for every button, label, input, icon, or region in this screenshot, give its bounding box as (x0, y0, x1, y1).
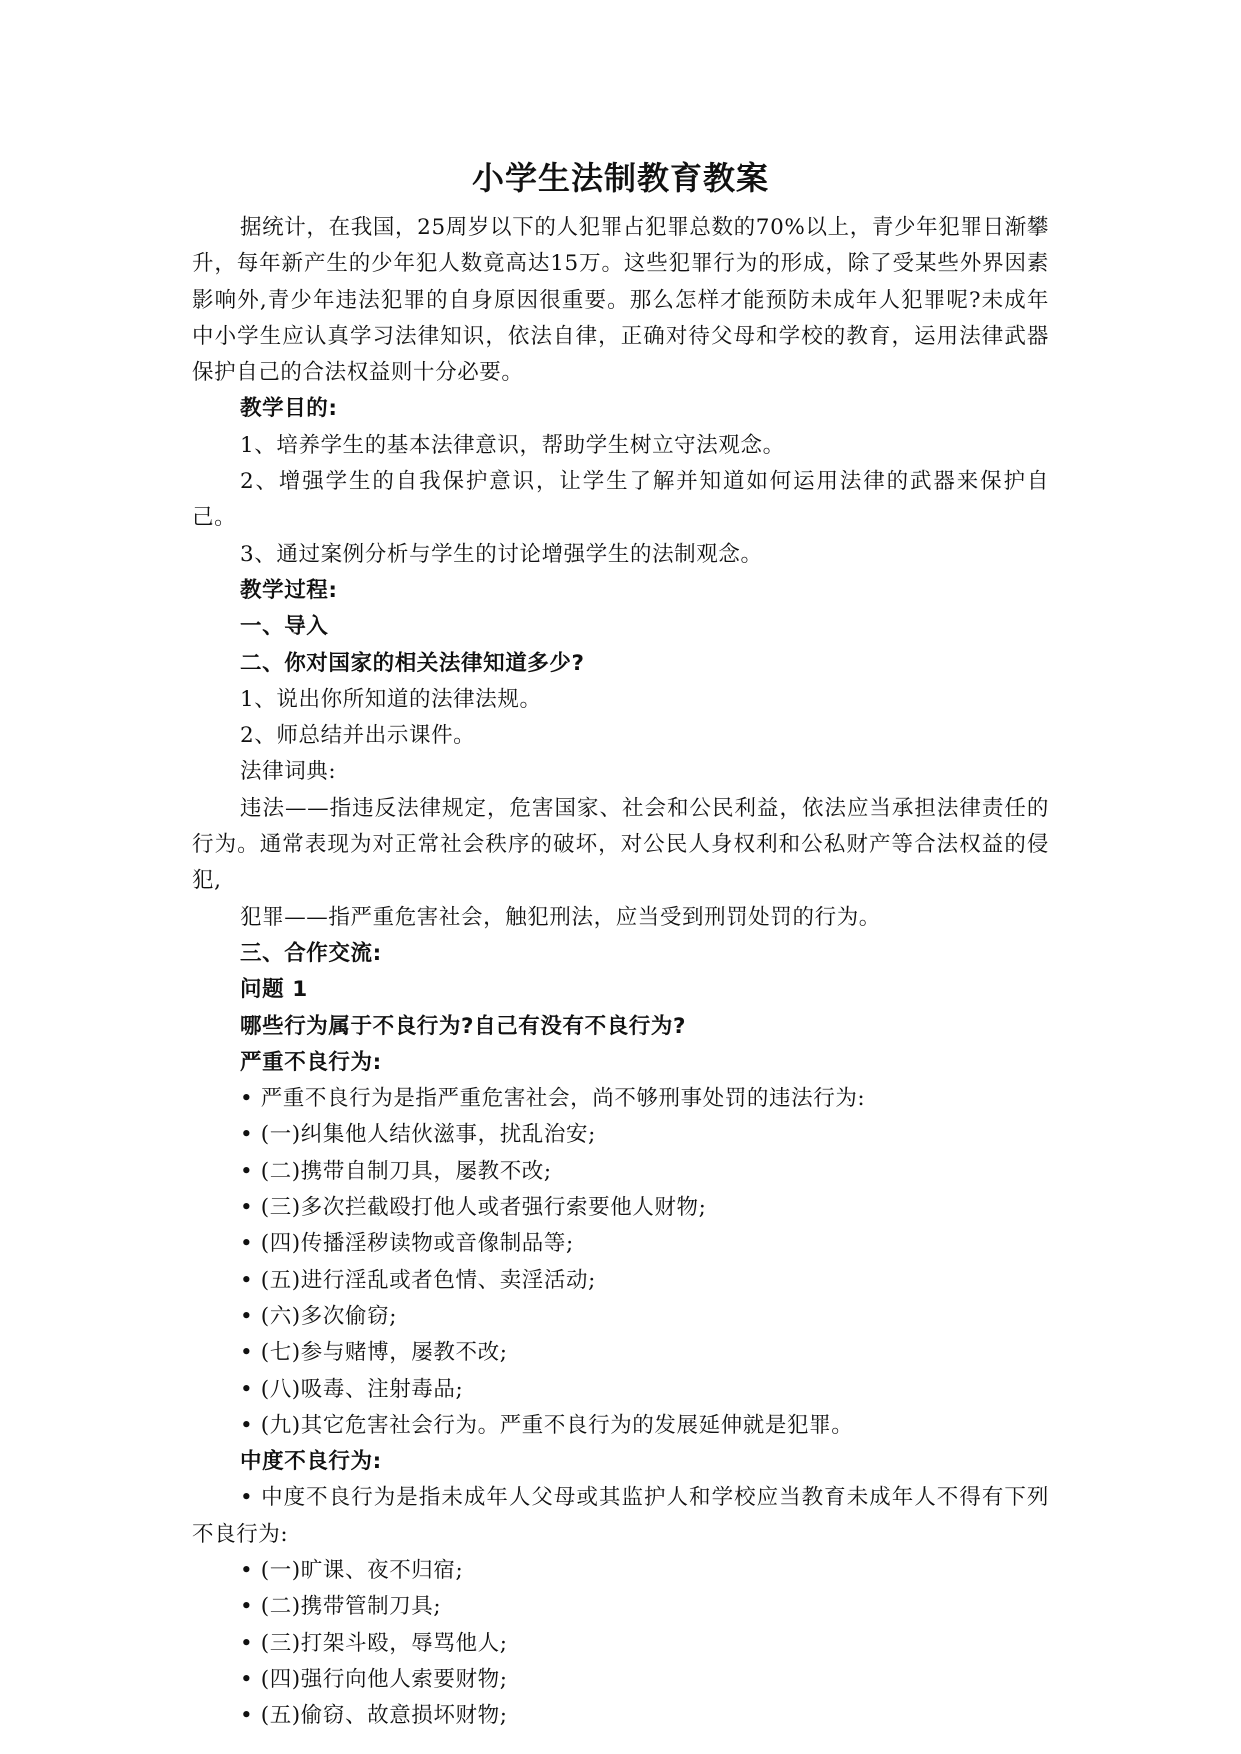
serious-item: • (九)其它危害社会行为。严重不良行为的发展延伸就是犯罪。 (240, 1412, 854, 1438)
definition-crime: 犯罪——指严重危害社会，触犯刑法，应当受到刑罚处罚的行为。 (240, 904, 881, 930)
moderate-item: • (二)携带管制刀具; (240, 1594, 442, 1620)
objective-item-2: 2、增强学生的自我保护意识，让学生了解并知道如何运用法律的武器来保护自己。 (192, 469, 1049, 531)
serious-item: • (四)传播淫秽读物或音像制品等; (240, 1231, 574, 1257)
moderate-item: • (三)打架斗殴，辱骂他人; (240, 1630, 508, 1656)
question-label: 问题 1 (240, 977, 308, 1003)
serious-intro: • 严重不良行为是指严重危害社会，尚不够刑事处罚的违法行为: (240, 1086, 866, 1112)
serious-item: • (一)纠集他人结伙滋事，扰乱治安; (240, 1122, 596, 1148)
section-2-item-2: 2、师总结并出示课件。 (240, 723, 476, 749)
moderate-item: • (四)强行向他人索要财物; (240, 1666, 508, 1692)
intro-paragraph: 据统计，在我国，25周岁以下的人犯罪占犯罪总数的70%以上，青少年犯罪日渐攀升，每年新产生的少年犯人数竟高达15万。这些犯罪行为的形成，除了受某些外界因素影响外,青少年违法犯罪的自身原因很重要。那么怎样才能预防未成年人犯罪呢?未成年中小学生应认真学习法律知识，依法自律，正确对待父母和学校的教育，运用法律武器保护自己的合法权益则十分必要。 (192, 215, 1049, 386)
moderate-item: • (一)旷课、夜不归宿; (240, 1557, 464, 1583)
serious-item: • (七)参与赌博，屡教不改; (240, 1340, 508, 1366)
section-2-heading: 二、你对国家的相关法律知道多少? (240, 650, 585, 676)
definition-illegal: 违法——指违反法律规定，危害国家、社会和公民利益，依法应当承担法律责任的行为。通常表现为对正常社会秩序的破坏，对公民人身权利和公私财产等合法权益的侵犯, (192, 795, 1049, 894)
section-1-heading: 一、导入 (240, 614, 329, 640)
serious-heading: 严重不良行为: (240, 1049, 382, 1075)
objective-item-1: 1、培养学生的基本法律意识，帮助学生树立守法观念。 (240, 432, 785, 458)
objective-item-3: 3、通过案例分析与学生的讨论增强学生的法制观念。 (240, 541, 763, 567)
process-heading: 教学过程: (240, 577, 338, 603)
serious-item: • (八)吸毒、注射毒品; (240, 1376, 464, 1402)
document-body (192, 210, 1049, 1734)
page-title: 小学生法制教育教案 (471, 159, 769, 197)
serious-item: • (六)多次偷窃; (240, 1303, 398, 1329)
serious-item: • (五)进行淫乱或者色情、卖淫活动; (240, 1267, 596, 1293)
moderate-heading: 中度不良行为: (240, 1449, 382, 1475)
serious-item: • (三)多次拦截殴打他人或者强行索要他人财物; (240, 1195, 707, 1221)
section-3-heading: 三、合作交流: (240, 940, 382, 966)
objectives-heading: 教学目的: (240, 396, 338, 422)
section-2-item-1: 1、说出你所知道的法律法规。 (240, 686, 542, 712)
question-text: 哪些行为属于不良行为?自己有没有不良行为? (240, 1013, 687, 1039)
moderate-item: • (五)偷窃、故意损坏财物; (240, 1703, 508, 1729)
dictionary-label: 法律词典: (240, 759, 337, 785)
serious-item: • (二)携带自制刀具，屡教不改; (240, 1158, 552, 1184)
moderate-intro: • 中度不良行为是指未成年人父母或其监护人和学校应当教育未成年人不得有下列不良行为: (192, 1485, 1049, 1547)
